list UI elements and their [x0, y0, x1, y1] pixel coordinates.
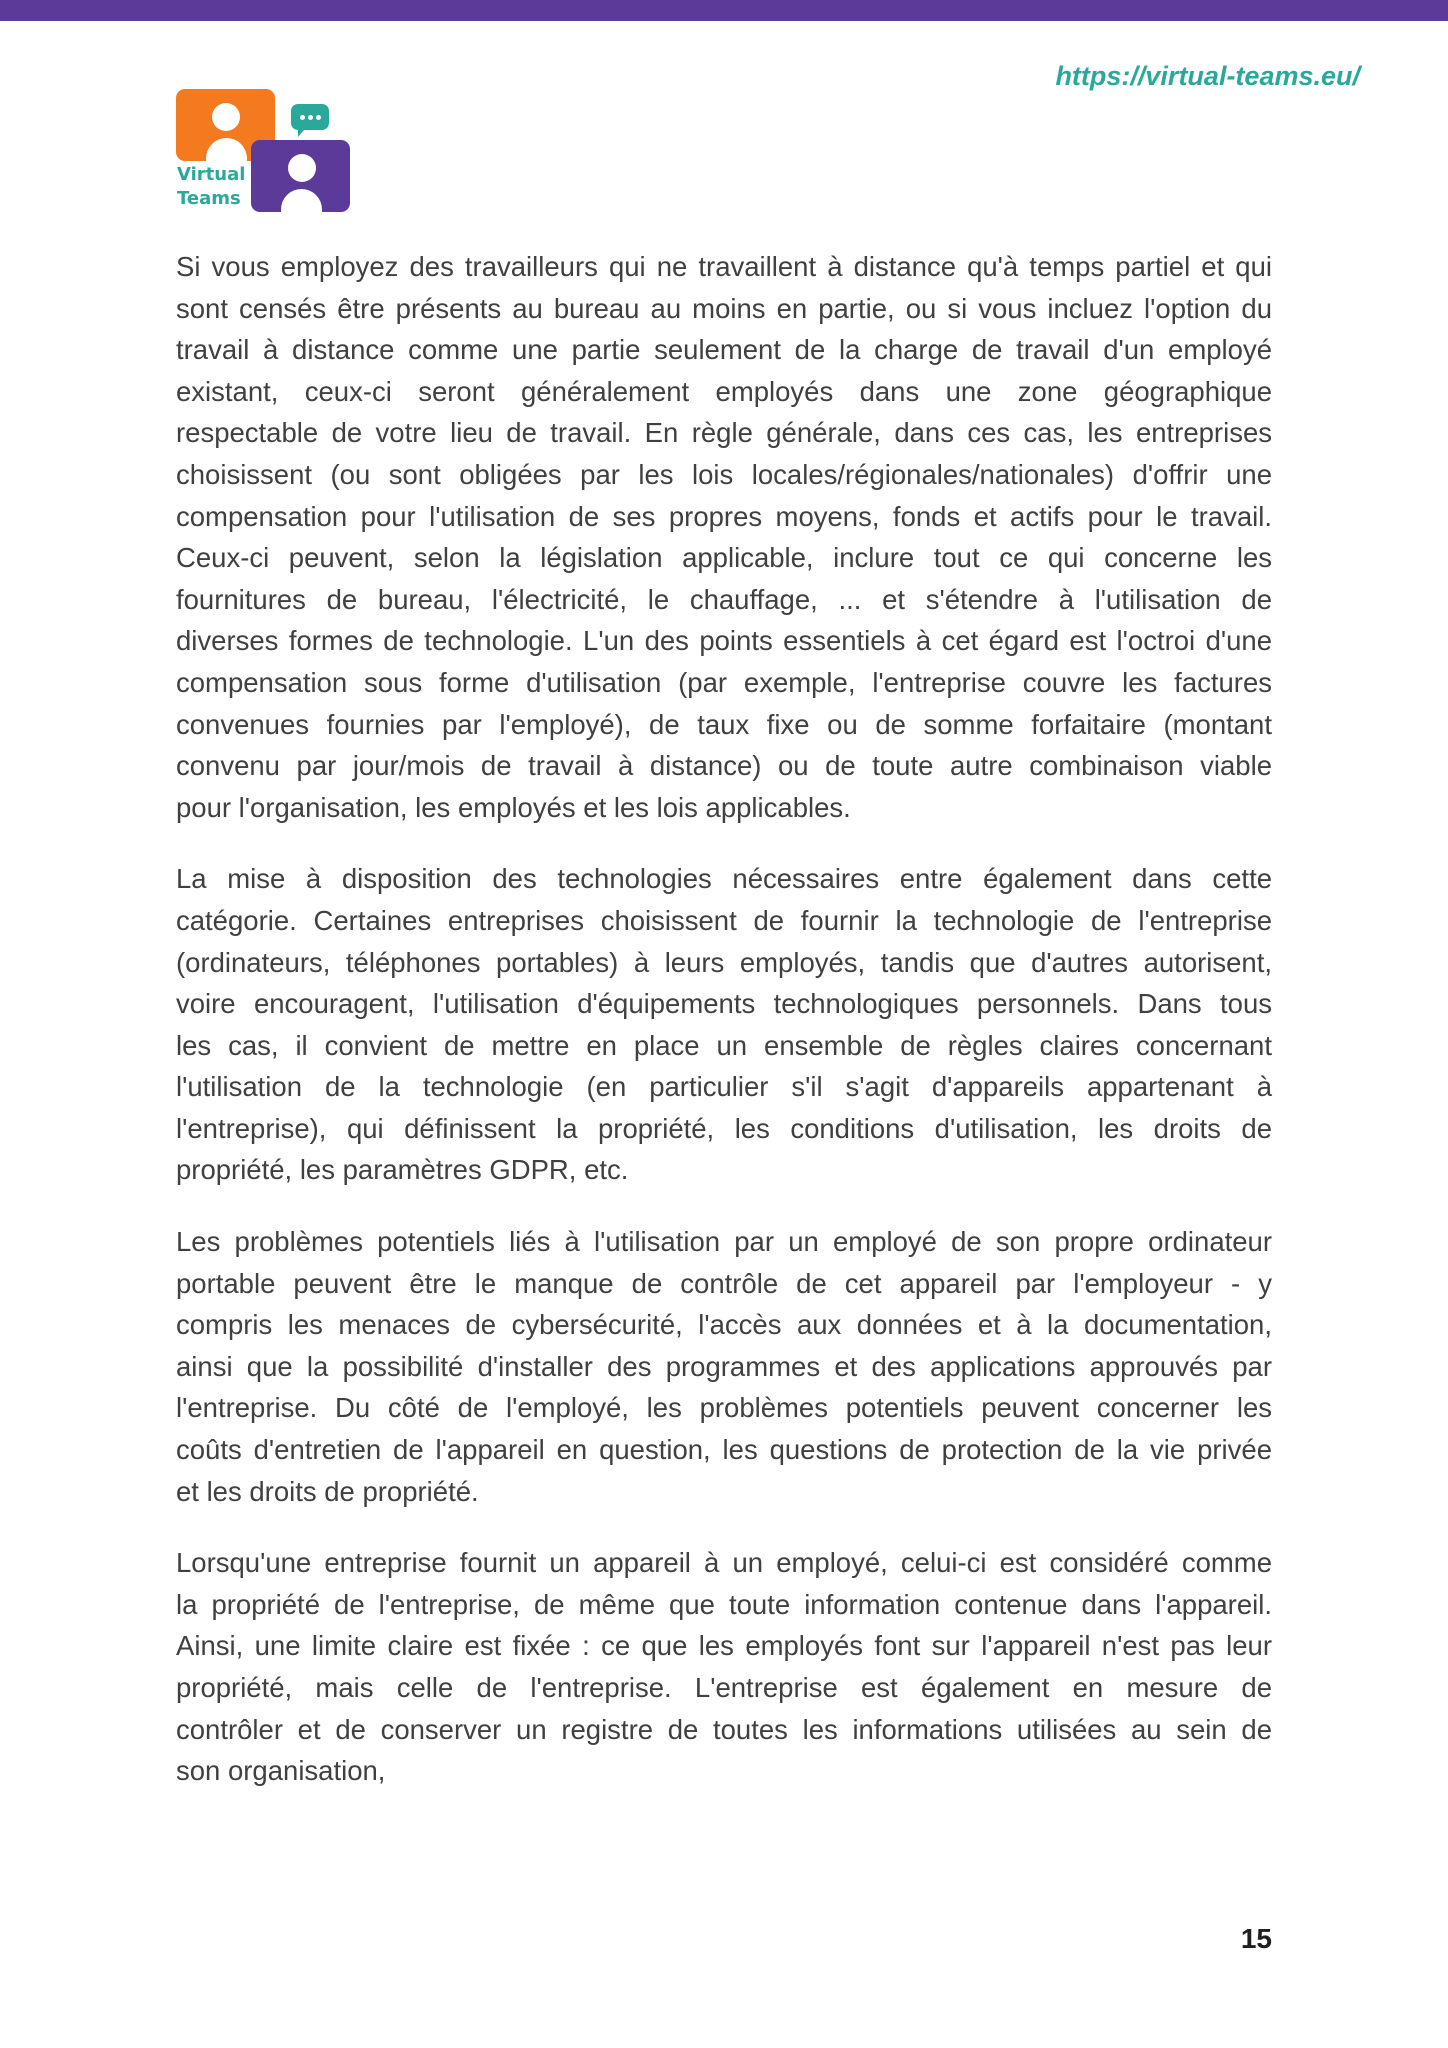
logo-purple-tile — [251, 140, 350, 212]
text-line: existant, ceux-ci seront généralement employés dans une zone géographique — [176, 375, 1272, 407]
text-line: compensation pour l'utilisation de ses propres moyens, fonds et actifs pour le travail. — [176, 500, 1272, 532]
text-line: diverses formes de technologie. L'un des points essentiels à cet égard est l'octroi d'une — [176, 625, 1272, 657]
text-line: contrôler et de conserver un registre de toutes les informations utilisées au sein de — [176, 1713, 1272, 1745]
body-text — [176, 246, 1272, 1822]
paragraph — [176, 858, 1272, 1191]
logo-text-teams: Teams — [177, 188, 241, 209]
text-line: (ordinateurs, téléphones portables) à leurs employés, tandis que d'autres autorisent, — [176, 946, 1272, 978]
text-line: l'entreprise), qui définissent la propriété, les conditions d'utilisation, les droits de — [176, 1112, 1272, 1144]
text-line: voire encouragent, l'utilisation d'équipements technologiques personnels. Dans tous — [176, 988, 1272, 1020]
text-line: pour l'organisation, les employés et les lois applicables. — [176, 791, 851, 823]
text-line: Si vous employez des travailleurs qui ne travaillent à distance qu'à temps partiel et qui — [176, 251, 1272, 282]
text-line: les cas, il convient de mettre en place un ensemble de règles claires concernant — [176, 1029, 1272, 1061]
text-line: l'entreprise. Du côté de l'employé, les problèmes potentiels peuvent concerner les — [176, 1392, 1272, 1424]
text-line: catégorie. Certaines entreprises choisissent de fournir la technologie de l'entreprise — [176, 904, 1272, 936]
virtual-teams-logo — [176, 89, 350, 212]
text-line: compris les menaces de cybersécurité, l'accès aux données et à la documentation, — [176, 1309, 1272, 1341]
text-line: Lorsqu'une entreprise fournit un appareil à un employé, celui-ci est considéré comme — [176, 1547, 1272, 1579]
text-line: son organisation, — [176, 1755, 386, 1787]
text-line: propriété, mais celle de l'entreprise. L'entreprise est également en mesure de — [176, 1672, 1272, 1703]
text-line: la propriété de l'entreprise, de même que toute information contenue dans l'appareil. — [176, 1588, 1272, 1620]
text-line: propriété, les paramètres GDPR, etc. — [176, 1154, 629, 1186]
paragraph — [176, 1542, 1272, 1792]
text-line: Ceux-ci peuvent, selon la législation applicable, inclure tout ce qui concerne les — [176, 542, 1272, 574]
paragraph — [176, 246, 1272, 828]
website-url-link[interactable]: https://virtual-teams.eu/ — [1055, 61, 1360, 91]
text-line: portable peuvent être le manque de contrôle de cet appareil par l'employeur - y — [176, 1267, 1272, 1299]
text-line: sont censés être présents au bureau au moins en partie, ou si vous incluez l'option du — [176, 292, 1272, 324]
text-line: compensation sous forme d'utilisation (par exemple, l'entreprise couvre les factures — [176, 666, 1272, 698]
paragraph — [176, 1221, 1272, 1512]
text-line: convenu par jour/mois de travail à distance) ou de toute autre combinaison viable — [176, 750, 1272, 782]
chat-bubble-icon — [291, 104, 329, 130]
page-number: 15 — [1240, 1923, 1272, 1954]
text-line: travail à distance comme une partie seulement de la charge de travail d'un employé — [176, 334, 1272, 366]
text-line: choisissent (ou sont obligées par les lois locales/régionales/nationales) d'offrir une — [176, 458, 1272, 490]
top-accent-bar — [0, 0, 1448, 21]
text-line: La mise à disposition des technologies nécessaires entre également dans cette — [176, 863, 1272, 895]
text-line: convenues fournies par l'employé), de taux fixe ou de somme forfaitaire (montant — [176, 708, 1272, 740]
text-line: Les problèmes potentiels liés à l'utilisation par un employé de son propre ordinateur — [176, 1226, 1272, 1258]
text-line: coûts d'entretien de l'appareil en question, les questions de protection de la vie privée — [176, 1434, 1272, 1466]
text-line: ainsi que la possibilité d'installer des programmes et des applications approuvés par — [176, 1350, 1272, 1382]
text-line: Ainsi, une limite claire est fixée : ce que les employés font sur l'appareil n'est pas leur — [176, 1630, 1272, 1662]
text-line: fournitures de bureau, l'électricité, le chauffage, ... et s'étendre à l'utilisation de — [176, 583, 1272, 615]
logo-text-virtual: Virtual — [177, 164, 246, 185]
text-line: l'utilisation de la technologie (en particulier s'il s'agit d'appareils appartenant à — [176, 1071, 1272, 1103]
text-line: et les droits de propriété. — [176, 1475, 479, 1507]
text-line: respectable de votre lieu de travail. En règle générale, dans ces cas, les entreprises — [176, 417, 1272, 449]
person-icon — [251, 140, 350, 212]
